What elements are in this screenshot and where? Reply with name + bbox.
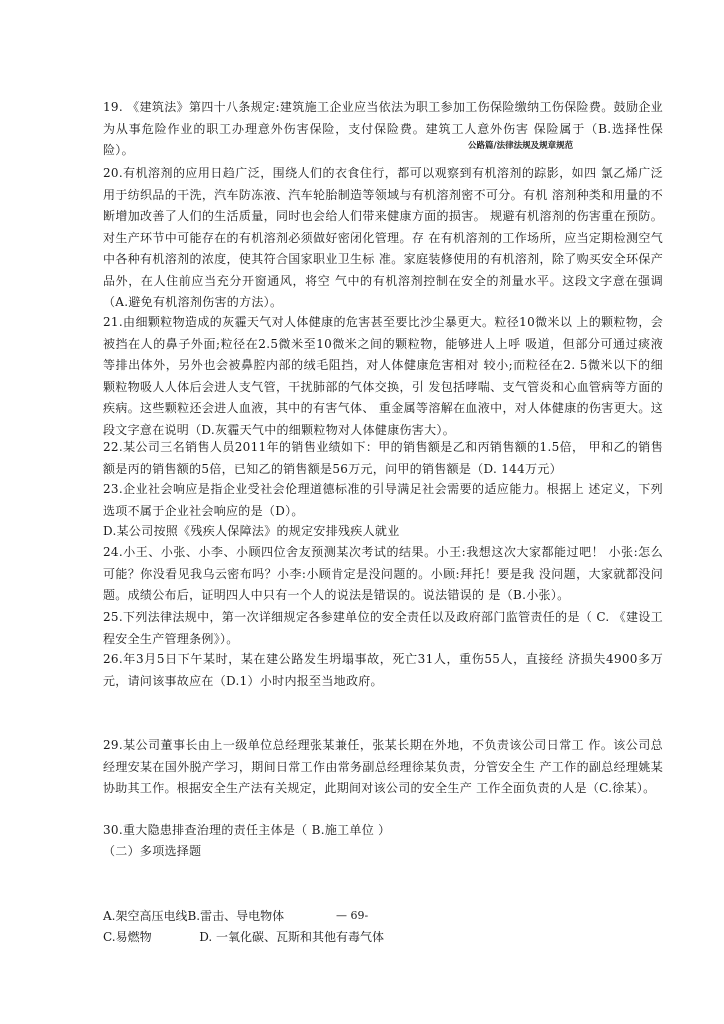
question-19: 19. 《建筑法》第四十八条规定:建筑施工企业应当依法为职工参加工伤保险缴纳工伤保险费。鼓励企业为从事危险作业的职工办理意外伤害保险，支付保险费。建筑工人意外伤害 保险属于（B.选择性保险）。 xyxy=(103,100,663,157)
question-30: 30.重大隐患排查治理的责任主体是（ B.施工单位 ） xyxy=(103,823,391,837)
question-26: 26.年3月5日下午某时，某在建公路发生坍塌事故，死亡31人，重伤55人，直接经 济损失4900多万元，请问该事故应在（D.1）小时内报至当地政府。 xyxy=(103,652,663,688)
question-23-answer: D.某公司按照《残疾人保障法》的规定安排残疾人就业 xyxy=(103,524,400,538)
question-21: 21.由细颗粒物造成的灰霾天气对人体健康的危害甚至要比沙尘暴更大。粒径10微米以 上的颗粒物，会被挡在人的鼻子外面;粒径在2.5微米至10微米之间的颗粒物，能够进人上呼 吸道，但部分可通过痰液等排出体外，另外也会被鼻腔内部的绒毛阻挡，对人体健康危害相对 较小;而粒径在2. 5微米以下的细颗粒物吸人人体后会进人支气管，干扰肺部的气体交换，引 发包括哮喘、支气管炎和心血管病等方面的疾病。这些颗粒还会进人血液，其中的有害气体、 重金属等溶解在血液中，对人体健康的伤害更大。这段文字意在说明（D.灰霾天气中的细颗粒物对人体健康伤害大）。 xyxy=(103,315,663,437)
question-29: 29.某公司董事长由上一级单位总经理张某兼任，张某长期在外地，不负责该公司日常工 作。该公司总经理安某在国外脱产学习，期间日常工作由常务副总经理徐某负责，分管安全生 产工作的副总经理姚某协助其工作。根据安全生产法有关规定，此期间对该公司的安全生产 工作全面负责的人是（C.徐某）。 xyxy=(103,738,663,795)
question-25: 25.下列法律法规中，第一次详细规定各参建单位的安全责任以及政府部门监管责任的是（ C. 《建设工程安全生产管理条例》）。 xyxy=(103,610,663,646)
option-c: C.易燃物 xyxy=(103,930,152,944)
options-line-1: A.架空高压电线B.雷击、导电物体 xyxy=(103,909,285,923)
question-24: 24.小王、小张、小李、小顾四位舍友预测某次考试的结果。小王:我想这次大家都能过吧！ 小张:怎么可能？你没看见我乌云密布吗？小李:小顾肯定是没问题的。小顾:拜托！要是我 没问题，大家就都没问题。成绩公布后，证明四人中只有一个人的说法是错误的。说法错误的 是（B.小张）。 xyxy=(103,545,663,602)
section-heading: （二）多项选择题 xyxy=(103,844,202,858)
options-line-2 xyxy=(103,927,384,948)
question-23: 23.企业社会响应是指企业受社会伦理道德标准的引导满足社会需要的适应能力。根据上 述定义，下列选项不属于企业社会响应的是（D）。 xyxy=(103,482,663,518)
page-number: — 69- xyxy=(336,909,369,922)
question-22: 22.某公司三名销售人员2011年的销售业绩如下：甲的销售额是乙和丙销售额的1.5倍， 甲和乙的销售额是丙的销售额的5倍，已知乙的销售额是56万元，问甲的销售额是（D. 144万元） xyxy=(103,440,663,476)
question-20: 20.有机溶剂的应用日趋广泛，围绕人们的衣食住行，都可以观察到有机溶剂的踪影，如四 氯乙烯广泛用于纺织品的干洗，汽车防冻液、汽车轮胎制造等领域与有机溶剂密不可分。有机 溶剂种类和用量的不断增加改善了人们的生活质量，同时也会给人们带来健康方面的损害。 规避有机溶剂的伤害重在预防。对生产环节中可能存在的有机溶剂必须做好密闭化管理。存 在有机溶剂的工作场所，应当定期检测空气中各种有机溶剂的浓度，使其符合国家职业卫生标 准。家庭装修使用的有机溶剂，除了购买安全环保产品外，在人住前应当充分开窗通风，将空 气中的有机溶剂控制在安全的剂量水平。这段文字意在强调（A.避免有机溶剂伤害的方法）。 xyxy=(103,166,663,309)
header-label: 公路篇/法律法规及规章规范 xyxy=(468,141,574,151)
option-d: D. 一氧化碳、瓦斯和其他有毒气体 xyxy=(199,930,385,944)
